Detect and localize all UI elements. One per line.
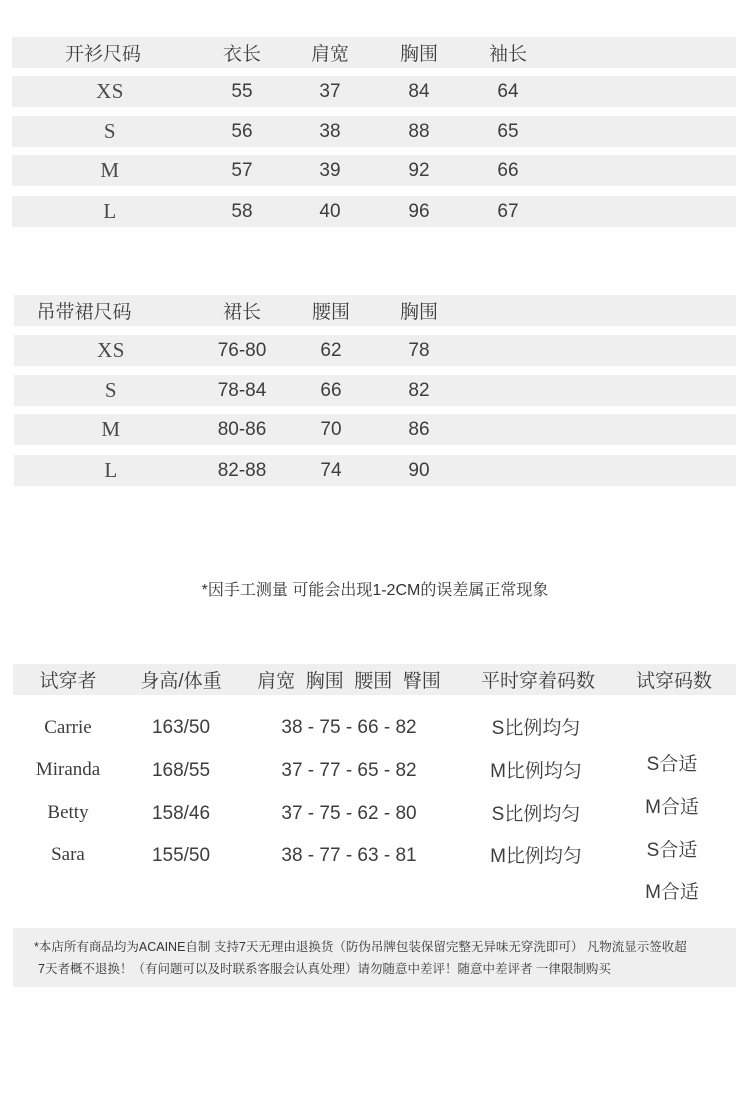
cell-waist: 74 bbox=[320, 459, 342, 481]
trial-size: S合适 bbox=[646, 753, 698, 775]
cell-bust: 82 bbox=[408, 379, 430, 401]
model-name: Betty bbox=[47, 802, 89, 823]
cell-shoulder: 39 bbox=[319, 159, 341, 181]
size-label: XS bbox=[97, 338, 125, 362]
model-measurements: 38 - 77 - 63 - 81 bbox=[281, 845, 417, 866]
size-label: S bbox=[103, 119, 117, 143]
size-label: M bbox=[100, 158, 120, 182]
header-length: 衣长 bbox=[222, 44, 261, 65]
cell-dress-length: 78-84 bbox=[217, 379, 267, 401]
model-height-weight: 158/46 bbox=[151, 803, 211, 824]
table-row bbox=[12, 76, 736, 107]
model-measurements: 37 - 77 - 65 - 82 bbox=[281, 760, 417, 781]
header-measurements: 肩宽 胸围 腰围 臀围 bbox=[257, 671, 441, 692]
cell-dress-length: 80-86 bbox=[217, 418, 267, 440]
cell-bust: 88 bbox=[408, 120, 430, 142]
notice-line-1: *本店所有商品均为ACAINE自制 支持7天无理由退换货（防伪吊牌包装保留完整无异味无穿洗即可） 凡物流显示签收超 bbox=[34, 940, 687, 954]
cell-sleeve: 64 bbox=[497, 80, 519, 102]
header-size: 开衫尺码 bbox=[64, 44, 141, 65]
table-row bbox=[14, 375, 736, 406]
model-name: Miranda bbox=[35, 759, 101, 780]
model-measurements: 38 - 75 - 66 - 82 bbox=[281, 717, 417, 738]
model-usual-size: S比例均匀 bbox=[491, 717, 581, 739]
model-height-weight: 168/55 bbox=[151, 760, 211, 781]
cell-bust: 84 bbox=[408, 80, 430, 102]
cell-length: 56 bbox=[231, 120, 253, 142]
cell-sleeve: 66 bbox=[497, 159, 519, 181]
size-label: M bbox=[101, 417, 121, 441]
trial-size: M合适 bbox=[645, 796, 699, 818]
cell-bust: 92 bbox=[408, 159, 430, 181]
header-model: 试穿者 bbox=[39, 671, 97, 692]
cell-waist: 62 bbox=[320, 339, 342, 361]
header-height-weight: 身高/体重 bbox=[140, 671, 222, 692]
header-size: 吊带裙尺码 bbox=[36, 302, 132, 323]
model-name: Carrie bbox=[44, 717, 92, 738]
cell-dress-length: 76-80 bbox=[217, 339, 267, 361]
model-usual-size: M比例均匀 bbox=[490, 845, 582, 867]
header-sleeve: 袖长 bbox=[488, 44, 527, 65]
cell-length: 55 bbox=[231, 80, 253, 102]
measurement-note: *因手工测量 可能会出现1-2CM的误差属正常现象 bbox=[201, 582, 549, 599]
header-usual-size: 平时穿着码数 bbox=[480, 671, 595, 692]
cell-bust: 96 bbox=[408, 200, 430, 222]
model-measurements: 37 - 75 - 62 - 80 bbox=[281, 803, 417, 824]
model-height-weight: 155/50 bbox=[151, 845, 211, 866]
table-row bbox=[12, 196, 736, 227]
header-bust: 胸围 bbox=[399, 302, 438, 323]
notice-line-2: 7天者概不退换！（有问题可以及时联系客服会认真处理）请勿随意中差评！随意中差评者 一律限制购买 bbox=[38, 962, 611, 976]
cell-sleeve: 65 bbox=[497, 120, 519, 142]
header-shoulder: 肩宽 bbox=[310, 44, 349, 65]
size-label: L bbox=[104, 458, 118, 482]
return-policy-notice bbox=[13, 928, 736, 987]
cell-shoulder: 37 bbox=[319, 80, 341, 102]
dress-header-row bbox=[14, 295, 736, 326]
table-row bbox=[14, 414, 736, 445]
size-label: L bbox=[103, 199, 117, 223]
model-usual-size: M比例均匀 bbox=[490, 760, 582, 782]
cell-bust: 86 bbox=[408, 418, 430, 440]
header-trial-size: 试穿码数 bbox=[635, 671, 712, 692]
table-row bbox=[14, 335, 736, 366]
table-row bbox=[12, 116, 736, 147]
table-row bbox=[14, 455, 736, 486]
trial-size: S合适 bbox=[646, 839, 698, 861]
cell-waist: 70 bbox=[320, 418, 342, 440]
cell-bust: 78 bbox=[408, 339, 430, 361]
cell-waist: 66 bbox=[320, 379, 342, 401]
cell-shoulder: 40 bbox=[319, 200, 341, 222]
cardigan-header-row bbox=[12, 37, 736, 68]
header-dress-length: 裙长 bbox=[222, 302, 261, 323]
model-name: Sara bbox=[51, 844, 85, 865]
tryon-header-row bbox=[13, 664, 736, 695]
header-bust: 胸围 bbox=[399, 44, 438, 65]
cell-bust: 90 bbox=[408, 459, 430, 481]
cell-length: 58 bbox=[231, 200, 253, 222]
size-label: S bbox=[104, 378, 118, 402]
header-waist: 腰围 bbox=[311, 302, 350, 323]
size-label: XS bbox=[96, 79, 124, 103]
model-usual-size: S比例均匀 bbox=[491, 803, 581, 825]
cell-sleeve: 67 bbox=[497, 200, 519, 222]
cell-dress-length: 82-88 bbox=[217, 459, 267, 481]
cell-shoulder: 38 bbox=[319, 120, 341, 142]
cell-length: 57 bbox=[231, 159, 253, 181]
model-height-weight: 163/50 bbox=[151, 717, 211, 738]
table-row bbox=[12, 155, 736, 186]
trial-size: M合适 bbox=[645, 881, 699, 903]
